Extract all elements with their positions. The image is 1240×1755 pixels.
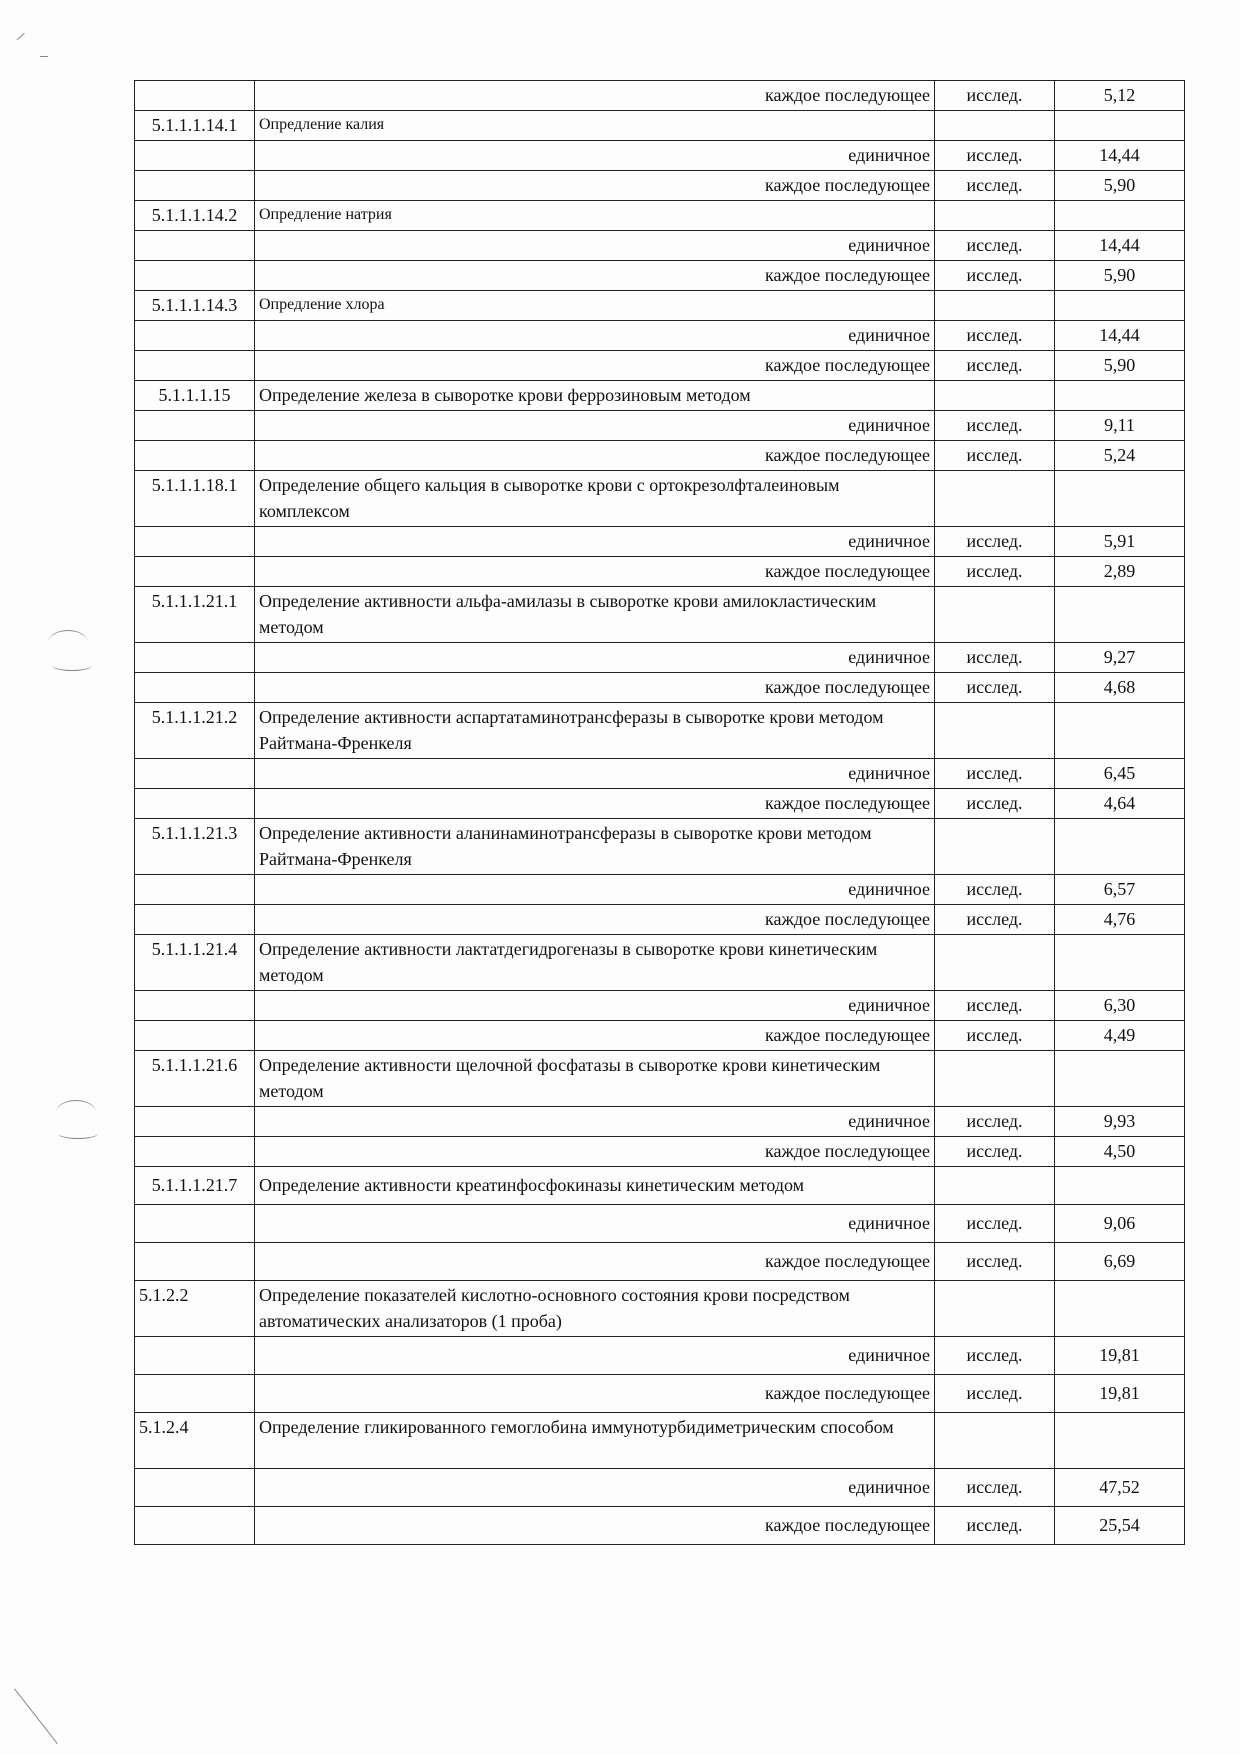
price-value (1055, 111, 1185, 141)
service-code: 5.1.1.1.21.4 (135, 935, 255, 991)
service-code (135, 527, 255, 557)
service-name: Определение активности аланинаминотрансферазы в сыворотке крови методом Райтмана-Френкеля (255, 819, 935, 875)
service-code (135, 411, 255, 441)
price-value: 47,52 (1055, 1469, 1185, 1507)
price-variant-label: каждое последующее (255, 1507, 935, 1545)
service-code (135, 231, 255, 261)
measure-unit: исслед. (935, 759, 1055, 789)
service-header-row (135, 1281, 1185, 1337)
measure-unit: исслед. (935, 411, 1055, 441)
price-value (1055, 291, 1185, 321)
measure-unit: исслед. (935, 1337, 1055, 1375)
service-header-row (135, 471, 1185, 527)
measure-unit: исслед. (935, 643, 1055, 673)
price-variant-label: каждое последующее (255, 171, 935, 201)
scan-hole-punch-mark (56, 1100, 96, 1125)
service-header-row (135, 1413, 1185, 1469)
price-variant-label: единичное (255, 1107, 935, 1137)
service-header-row (135, 381, 1185, 411)
service-code: 5.1.2.4 (135, 1413, 255, 1469)
service-code (135, 1375, 255, 1413)
price-variant-row (135, 261, 1185, 291)
service-code: 5.1.1.1.14.1 (135, 111, 255, 141)
service-header-row (135, 1051, 1185, 1107)
service-code: 5.1.2.2 (135, 1281, 255, 1337)
measure-unit: исслед. (935, 441, 1055, 471)
price-value: 5,90 (1055, 171, 1185, 201)
price-value (1055, 1167, 1185, 1205)
price-variant-row (135, 1469, 1185, 1507)
service-header-row (135, 291, 1185, 321)
price-variant-label: каждое последующее (255, 1021, 935, 1051)
service-name: Опредление калия (255, 111, 935, 141)
measure-unit: исслед. (935, 557, 1055, 587)
price-value (1055, 1281, 1185, 1337)
measure-unit: исслед. (935, 1375, 1055, 1413)
price-variant-row (135, 1205, 1185, 1243)
service-code (135, 789, 255, 819)
price-variant-row (135, 141, 1185, 171)
service-name: Определение активности альфа-амилазы в сыворотке крови амилокластическим методом (255, 587, 935, 643)
price-variant-row (135, 789, 1185, 819)
measure-unit: исслед. (935, 1021, 1055, 1051)
service-code (135, 643, 255, 673)
price-variant-label: каждое последующее (255, 261, 935, 291)
service-name: Определение показателей кислотно-основного состояния крови посредством автоматических анализаторов (1 проба) (255, 1281, 935, 1337)
measure-unit (935, 819, 1055, 875)
measure-unit: исслед. (935, 1243, 1055, 1281)
measure-unit (935, 1413, 1055, 1469)
service-code: 5.1.1.1.14.2 (135, 201, 255, 231)
service-name: Определение активности щелочной фосфатазы в сыворотке крови кинетическим методом (255, 1051, 935, 1107)
service-header-row (135, 201, 1185, 231)
scan-edge-mark (17, 33, 26, 41)
service-header-row (135, 819, 1185, 875)
measure-unit (935, 1281, 1055, 1337)
price-value: 5,90 (1055, 261, 1185, 291)
measure-unit: исслед. (935, 81, 1055, 111)
price-value: 9,93 (1055, 1107, 1185, 1137)
service-code: 5.1.1.1.21.1 (135, 587, 255, 643)
price-variant-row (135, 321, 1185, 351)
service-code (135, 1137, 255, 1167)
price-variant-label: единичное (255, 759, 935, 789)
price-value: 4,76 (1055, 905, 1185, 935)
measure-unit: исслед. (935, 171, 1055, 201)
price-value: 2,89 (1055, 557, 1185, 587)
price-variant-row (135, 673, 1185, 703)
price-value: 14,44 (1055, 231, 1185, 261)
price-value (1055, 935, 1185, 991)
measure-unit (935, 703, 1055, 759)
price-variant-row (135, 759, 1185, 789)
price-value (1055, 1413, 1185, 1469)
price-value: 4,68 (1055, 673, 1185, 703)
service-code: 5.1.1.1.21.7 (135, 1167, 255, 1205)
measure-unit (935, 201, 1055, 231)
price-variant-row (135, 905, 1185, 935)
measure-unit: исслед. (935, 789, 1055, 819)
service-name: Определение активности лактатдегидрогеназы в сыворотке крови кинетическим методом (255, 935, 935, 991)
price-table-body (135, 81, 1185, 1545)
price-variant-label: единичное (255, 321, 935, 351)
price-value: 25,54 (1055, 1507, 1185, 1545)
scan-edge-mark (40, 56, 48, 58)
service-header-row (135, 703, 1185, 759)
scan-hole-punch-mark (48, 630, 88, 655)
scan-hole-punch-mark (52, 660, 92, 671)
price-variant-label: каждое последующее (255, 1375, 935, 1413)
price-value (1055, 819, 1185, 875)
service-code (135, 1107, 255, 1137)
service-code (135, 1021, 255, 1051)
price-value: 9,11 (1055, 411, 1185, 441)
service-code: 5.1.1.1.21.2 (135, 703, 255, 759)
price-table (134, 80, 1185, 1545)
measure-unit (935, 111, 1055, 141)
price-value: 6,69 (1055, 1243, 1185, 1281)
price-variant-label: единичное (255, 991, 935, 1021)
price-variant-label: единичное (255, 1337, 935, 1375)
service-code (135, 1243, 255, 1281)
scan-hole-punch-mark (58, 1128, 98, 1139)
measure-unit: исслед. (935, 875, 1055, 905)
measure-unit (935, 1167, 1055, 1205)
service-header-row (135, 111, 1185, 141)
price-variant-label: каждое последующее (255, 81, 935, 111)
price-variant-row (135, 1107, 1185, 1137)
service-header-row (135, 1167, 1185, 1205)
price-value: 19,81 (1055, 1375, 1185, 1413)
measure-unit (935, 381, 1055, 411)
service-code (135, 875, 255, 905)
price-value: 5,90 (1055, 351, 1185, 381)
measure-unit: исслед. (935, 1107, 1055, 1137)
service-name: Определение общего кальция в сыворотке крови с ортокрезолфталеиновым комплексом (255, 471, 935, 527)
service-code (135, 905, 255, 935)
service-code: 5.1.1.1.15 (135, 381, 255, 411)
service-code (135, 759, 255, 789)
price-variant-row (135, 171, 1185, 201)
price-variant-row (135, 875, 1185, 905)
price-value: 6,57 (1055, 875, 1185, 905)
measure-unit: исслед. (935, 141, 1055, 171)
price-variant-row (135, 1375, 1185, 1413)
price-value (1055, 703, 1185, 759)
price-value: 5,91 (1055, 527, 1185, 557)
price-value (1055, 471, 1185, 527)
measure-unit: исслед. (935, 231, 1055, 261)
service-code (135, 261, 255, 291)
price-variant-row (135, 1021, 1185, 1051)
service-code (135, 81, 255, 111)
service-code (135, 441, 255, 471)
price-variant-label: каждое последующее (255, 351, 935, 381)
price-value: 14,44 (1055, 141, 1185, 171)
service-name: Опредление хлора (255, 291, 935, 321)
service-code (135, 351, 255, 381)
price-variant-label: каждое последующее (255, 905, 935, 935)
price-value: 9,27 (1055, 643, 1185, 673)
service-code (135, 557, 255, 587)
service-code (135, 1469, 255, 1507)
service-name: Определение железа в сыворотке крови феррозиновым методом (255, 381, 935, 411)
price-variant-row (135, 411, 1185, 441)
price-value (1055, 587, 1185, 643)
service-code (135, 141, 255, 171)
service-name: Опредление натрия (255, 201, 935, 231)
price-variant-row (135, 351, 1185, 381)
measure-unit (935, 1051, 1055, 1107)
price-variant-label: каждое последующее (255, 1137, 935, 1167)
measure-unit: исслед. (935, 527, 1055, 557)
price-variant-label: единичное (255, 141, 935, 171)
measure-unit: исслед. (935, 1507, 1055, 1545)
service-name: Определение активности креатинфосфокиназы кинетическим методом (255, 1167, 935, 1205)
price-variant-label: единичное (255, 231, 935, 261)
measure-unit: исслед. (935, 351, 1055, 381)
service-code: 5.1.1.1.21.3 (135, 819, 255, 875)
price-value (1055, 201, 1185, 231)
price-variant-row (135, 1507, 1185, 1545)
measure-unit: исслед. (935, 261, 1055, 291)
price-value: 5,12 (1055, 81, 1185, 111)
price-value: 9,06 (1055, 1205, 1185, 1243)
measure-unit (935, 471, 1055, 527)
service-code (135, 1337, 255, 1375)
service-code (135, 1205, 255, 1243)
price-variant-row (135, 1243, 1185, 1281)
service-code: 5.1.1.1.21.6 (135, 1051, 255, 1107)
measure-unit: исслед. (935, 905, 1055, 935)
service-code (135, 673, 255, 703)
price-variant-label: единичное (255, 875, 935, 905)
service-code (135, 1507, 255, 1545)
price-variant-label: каждое последующее (255, 1243, 935, 1281)
price-value: 4,64 (1055, 789, 1185, 819)
price-value: 14,44 (1055, 321, 1185, 351)
service-code (135, 321, 255, 351)
measure-unit: исслед. (935, 991, 1055, 1021)
price-variant-label: единичное (255, 527, 935, 557)
price-value: 6,30 (1055, 991, 1185, 1021)
price-variant-label: каждое последующее (255, 441, 935, 471)
price-value: 6,45 (1055, 759, 1185, 789)
price-variant-row (135, 557, 1185, 587)
measure-unit: исслед. (935, 673, 1055, 703)
price-value: 4,49 (1055, 1021, 1185, 1051)
price-variant-row (135, 527, 1185, 557)
measure-unit (935, 935, 1055, 991)
price-value: 5,24 (1055, 441, 1185, 471)
price-variant-row (135, 231, 1185, 261)
measure-unit (935, 291, 1055, 321)
price-variant-row (135, 991, 1185, 1021)
price-variant-label: единичное (255, 643, 935, 673)
price-value (1055, 1051, 1185, 1107)
price-variant-label: каждое последующее (255, 557, 935, 587)
price-variant-row (135, 441, 1185, 471)
service-code (135, 991, 255, 1021)
measure-unit: исслед. (935, 1137, 1055, 1167)
service-header-row (135, 935, 1185, 991)
measure-unit: исслед. (935, 321, 1055, 351)
service-name: Определение активности аспартатаминотрансферазы в сыворотке крови методом Райтмана-Френкеля (255, 703, 935, 759)
measure-unit (935, 587, 1055, 643)
price-value (1055, 381, 1185, 411)
price-variant-row (135, 643, 1185, 673)
price-value: 4,50 (1055, 1137, 1185, 1167)
price-variant-label: каждое последующее (255, 789, 935, 819)
service-code (135, 171, 255, 201)
price-value: 19,81 (1055, 1337, 1185, 1375)
service-header-row (135, 587, 1185, 643)
price-variant-row (135, 1137, 1185, 1167)
price-variant-label: единичное (255, 1205, 935, 1243)
price-variant-label: единичное (255, 411, 935, 441)
scan-edge-mark (13, 1688, 58, 1744)
measure-unit: исслед. (935, 1469, 1055, 1507)
service-name: Определение гликированного гемоглобина иммунотурбидиметрическим способом (255, 1413, 935, 1469)
service-code: 5.1.1.1.14.3 (135, 291, 255, 321)
price-variant-label: единичное (255, 1469, 935, 1507)
price-variant-row (135, 81, 1185, 111)
price-variant-label: каждое последующее (255, 673, 935, 703)
service-code: 5.1.1.1.18.1 (135, 471, 255, 527)
price-variant-row (135, 1337, 1185, 1375)
measure-unit: исслед. (935, 1205, 1055, 1243)
